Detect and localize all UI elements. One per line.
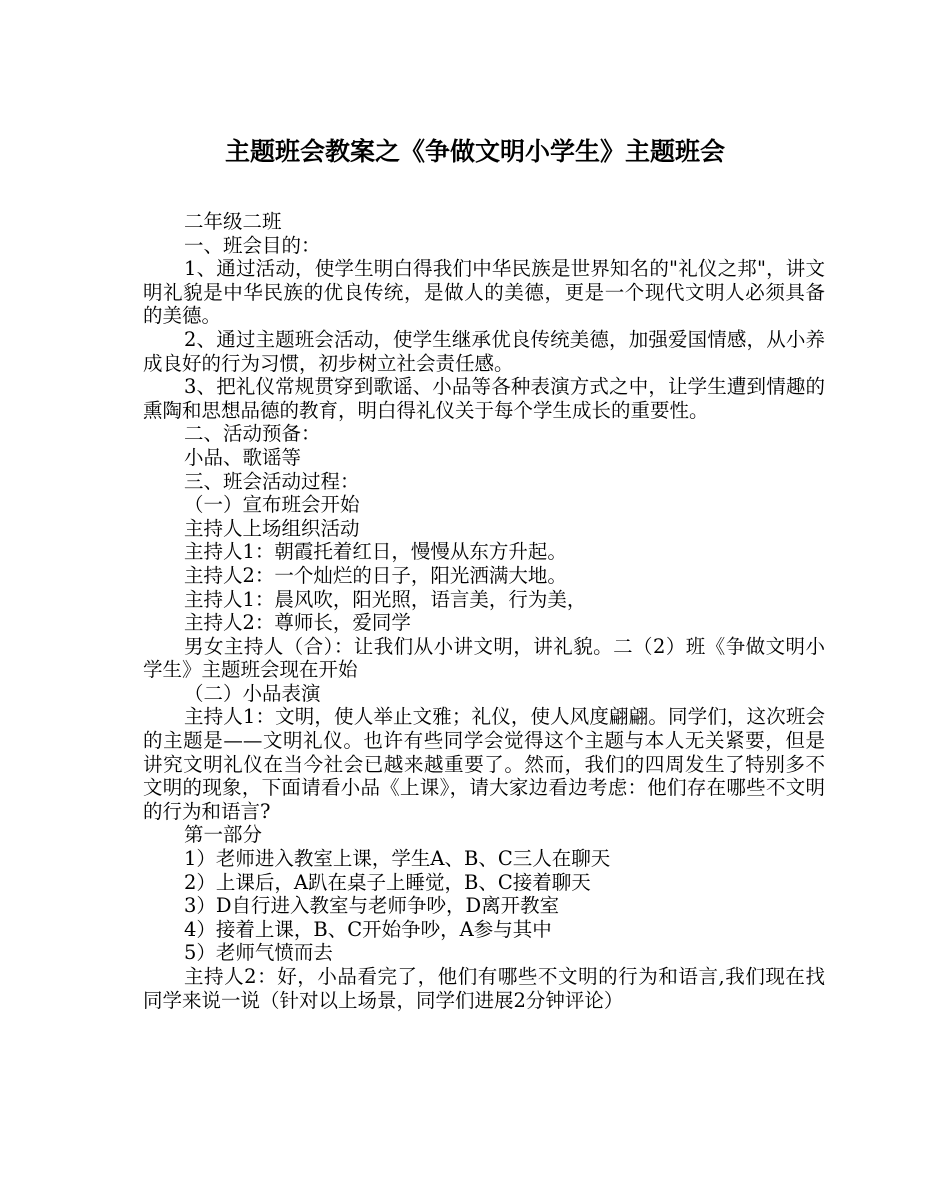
paragraph-class-name: 二年级二班: [184, 210, 282, 233]
subheading-skit: （二）小品表演: [184, 681, 321, 705]
subheading-start: （一）宣布班会开始: [184, 493, 360, 517]
heading-preparation: 二、活动预备：: [184, 422, 321, 446]
list-item-scene-2: 2）上课后，A趴在桌子上睡觉，B、C接着聊天: [184, 870, 591, 894]
paragraph-purpose-3: 3、把礼仪常规贯穿到歌谣、小品等各种表演方式之中，让学生遭到情趣的熏陶和思想品德的教育，明白得礼仪关于每个学生成长的重要性。: [143, 375, 825, 422]
paragraph-part-one: 第一部分: [184, 823, 263, 847]
paragraph-host1-line1: 主持人1：朝霞托着红日，慢慢从东方升起。: [184, 540, 567, 564]
document-body: [143, 210, 825, 1012]
paragraph-host2-discussion: 主持人2：好，小品看完了，他们有哪些不文明的行为和语言,我们现在找同学来说一说（针对以上场景，同学们进展2分钟评论）: [143, 965, 825, 1012]
list-item-scene-3: 3）D自行进入教室与老师争吵，D离开教室: [184, 894, 560, 918]
list-item-scene-4: 4）接着上课，B、C开始争吵，A参与其中: [184, 917, 552, 941]
paragraph-purpose-2: 2、通过主题班会活动，使学生继承优良传统美德，加强爱国情感，从小养成良好的行为习惯，初步树立社会责任感。: [143, 327, 825, 375]
paragraph-host1-line2: 主持人1：晨风吹，阳光照，语言美，行为美，: [184, 587, 587, 611]
document-title: 主题班会教案之《争做文明小学生》主题班会: [224, 137, 725, 166]
paragraph-preparation: 小品、歌谣等: [184, 445, 302, 469]
heading-process: 三、班会活动过程：: [184, 469, 360, 493]
heading-purpose: 一、班会目的：: [184, 233, 321, 257]
paragraph-host2-line1: 主持人2：一个灿烂的日子，阳光洒满大地。: [184, 563, 567, 587]
list-item-scene-1: 1）老师进入教室上课，学生A、B、C三人在聊天: [184, 847, 611, 871]
paragraph-host1-skit-intro: 主持人1：文明，使人举止文雅；礼仪，使人风度翩翩。同学们，这次班会的主题是——文明礼仪。也许有些同学会觉得这个主题与本人无关紧要，但是讲究文明礼仪在当今社会已越来越重要了。然而，我们的四周发生了特别多不文明的现象，下面请看小品《上课》，请大家边看边考虑：他们存在哪些不文明的行为和语言?: [143, 705, 825, 823]
paragraph-hosts-together: 男女主持人（合）：让我们从小讲文明，讲礼貌。二（2）班《争做文明小学生》主题班会现在开始: [143, 634, 825, 682]
paragraph-purpose-1: 1、通过活动，使学生明白得我们中华民族是世界知名的"礼仪之邦"，讲文明礼貌是中华民族的优良传统，是做人的美德，更是一个现代文明人必须具备的美德。: [143, 257, 825, 328]
paragraph-host-enter: 主持人上场组织活动: [184, 516, 360, 540]
paragraph-host2-line2: 主持人2：尊师长，爱同学: [184, 611, 411, 635]
list-item-scene-5: 5）老师气愤而去: [184, 941, 333, 965]
